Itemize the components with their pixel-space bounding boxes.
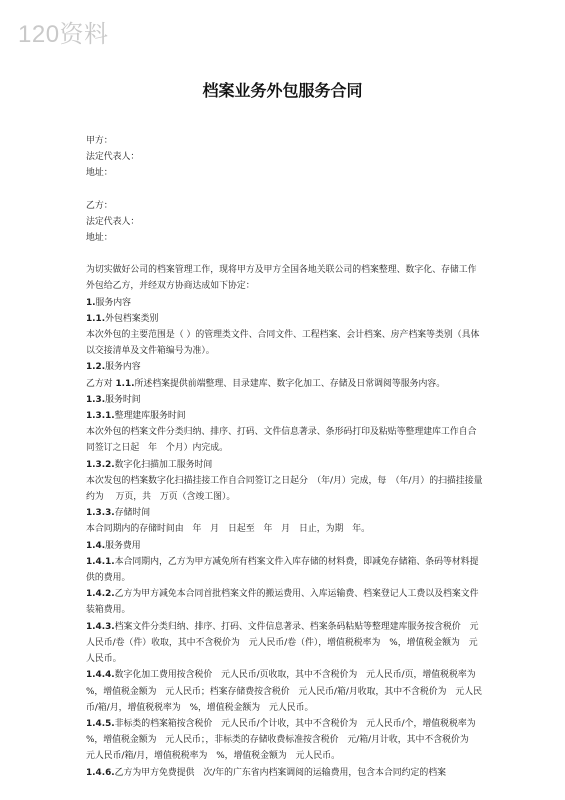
- party-b-representative: 法定代表人：: [86, 216, 140, 227]
- party-a-representative: 法定代表人：: [86, 152, 140, 163]
- section-1-3-2-heading: 1.3.2.数字化扫描加工服务时间: [86, 459, 213, 470]
- section-1-3-3-heading: 1.3.3.存储时间: [86, 508, 151, 519]
- section-1-4-6-text: 1.4.6.乙方为甲方免费提供 次/年的广东省内档案调阅的运输费用，包含本合同约定的档案: [86, 767, 447, 778]
- section-1-4-2-text: 1.4.2.乙方为甲方减免本合同首批档案文件的搬运费用、入库运输费、档案登记人工费以及档案文件装箱费用。: [86, 589, 479, 616]
- party-b-label: 乙方：: [86, 200, 113, 211]
- section-1-1-heading: 1.1.外包档案类别: [86, 313, 159, 324]
- section-1-1-text: 本次外包的主要范围是（ ）的管理类文件、合同文件、工程档案、会计档案、房产档案等类别（具体以交接清单及文件箱编号为准）。: [86, 330, 480, 357]
- document-body: [86, 133, 484, 781]
- section-1-4-4-text: 1.4.4.数字化加工费用按含税价 元人民币/页收取，其中不含税价为 元人民币/页，增值税税率为 %，增值税金额为 元人民币；档案存储费按含税价 元人民币/箱/月收取，其中不含税价为 元人民币/箱/月，增值税税率为 %，增值税金额为 元人民币。: [86, 670, 485, 713]
- section-1-3-heading: 1.3.服务时间: [86, 394, 141, 405]
- party-b-address: 地址：: [86, 233, 113, 244]
- document-title: 档案业务外包服务合同: [202, 81, 363, 100]
- section-1-4-heading: 1.4.服务费用: [86, 540, 141, 551]
- section-1-3-1-heading: 1.3.1.整理建库服务时间: [86, 411, 186, 422]
- section-1-2-text: 乙方对 1.1.所述档案提供前端整理、目录建库、数字化加工、存储及日常调阅等服务内容。: [86, 378, 446, 389]
- section-1-3-1-text: 本次外包的档案文件分类归纳、排序、打码、文件信息著录、条形码打印及粘贴等整理建库工作自合同签订之日起 年 个月）内完成。: [86, 427, 477, 454]
- party-a-label: 甲方：: [86, 136, 113, 146]
- section-1-heading: 1.服务内容: [86, 297, 132, 308]
- section-1-4-3-text: 1.4.3.档案文件分类归纳、排序、打码、文件信息著录、档案条码粘贴等整理建库服务按含税价 元人民币/卷（件）收取，其中不含税价为 元人民币/卷（件），增值税税率为 %，增值税金额为 元人民币。: [86, 621, 479, 665]
- section-1-3-2-text: 本次发包的档案数字化扫描挂接工作自合同签订之日起分 （年/月）完成，每 （年/月）的扫描挂接量约为 万页，共 万页（含竣工图）。: [86, 475, 483, 503]
- section-1-2-heading: 1.2.服务内容: [86, 362, 141, 373]
- intro-paragraph: 为切实做好公司的档案管理工作，现将甲方及甲方全国各地关联公司的档案整理、数字化、存储工作外包给乙方，并经双方协商达成如下协定：: [86, 265, 477, 292]
- section-1-3-3-text: 本合同期内的存储时间由 年 月 日起至 年 月 日止，为期 年。: [86, 524, 370, 535]
- party-a-address: 地址：: [86, 168, 113, 179]
- section-1-4-1-text: 1.4.1.本合同期内，乙方为甲方减免所有档案文件入库存储的材料费，即减免存储箱、条码等材料提供的费用。: [86, 556, 479, 584]
- watermark: 120资料: [18, 21, 109, 48]
- section-1-4-5-text: 1.4.5.非标类的档案箱按含税价 元人民币/个计收，其中不含税价为 元人民币/个，增值税税率为 %，增值税金额为 元人民币；，非标类的存储收费标准按含税价 元/箱/月计收，其中不含税价为 元人民币/箱/月，增值税税率为 %，增值税金额为 元人民币。: [86, 718, 485, 762]
